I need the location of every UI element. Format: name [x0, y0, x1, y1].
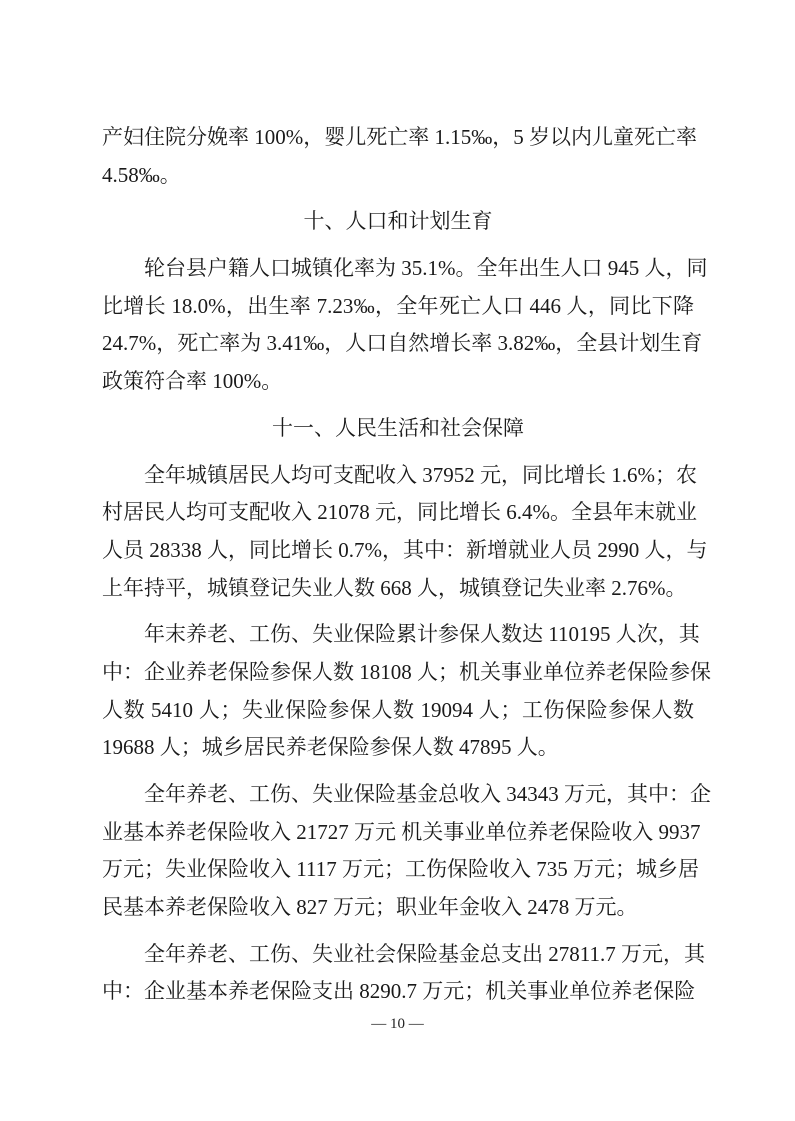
text-line: 比增长 18.0%，出生率 7.23‰，全年死亡人口 446 人，同比下降: [102, 293, 694, 318]
paragraph: [102, 250, 708, 401]
text-line: 中：企业养老保险参保人数 18108 人；机关事业单位养老保险参保: [102, 659, 711, 684]
paragraph: [102, 119, 697, 194]
text-line: 24.7%，死亡率为 3.41‰，人口自然增长率 3.82‰，全县计划生育: [102, 331, 703, 356]
text-line: 产妇住院分娩率 100%，婴儿死亡率 1.15‰，5 岁以内儿童死亡率: [102, 125, 697, 149]
text-line: 19688 人；城乡居民养老保险参保人数 47895 人。: [102, 735, 559, 760]
section-heading: 十一、人民生活和社会保障: [272, 415, 524, 440]
text-line: 政策符合率 100%。: [102, 369, 283, 394]
text-line: 人员 28338 人，同比增长 0.7%，其中：新增就业人员 2990 人，与: [102, 537, 708, 562]
text-line: 4.58‰。: [102, 162, 181, 187]
text-line: 全年养老、工伤、失业保险基金总收入 34343 万元，其中：企: [144, 782, 711, 807]
text-line: 村居民人均可支配收入 21078 元，同比增长 6.4%。全县年末就业: [102, 500, 697, 525]
paragraph: [102, 457, 708, 608]
text-line: 上年持平，城镇登记失业人数 668 人，城镇登记失业率 2.76%。: [102, 575, 687, 600]
text-line: 中：企业基本养老保险支出 8290.7 万元；机关事业单位养老保险: [102, 979, 696, 1004]
paragraph: [102, 936, 705, 1011]
page-number: — 10 —: [371, 1016, 424, 1032]
paragraph: [102, 616, 711, 767]
text-line: 全年养老、工伤、失业社会保险基金总支出 27811.7 万元，其: [144, 941, 705, 966]
text-line: 人数 5410 人；失业保险参保人数 19094 人；工伤保险参保人数: [102, 697, 694, 722]
paragraph: [102, 776, 711, 927]
text-line: 业基本养老保险收入 21727 万元 机关事业单位养老保险收入 9937: [102, 819, 701, 844]
text-line: 万元；失业保险收入 1117 万元；工伤保险收入 735 万元；城乡居: [102, 857, 699, 882]
text-line: 民基本养老保险收入 827 万元；职业年金收入 2478 万元。: [102, 895, 638, 920]
document-body: [102, 119, 711, 1011]
text-line: 全年城镇居民人均可支配收入 37952 元，同比增长 1.6%；农: [144, 462, 697, 487]
text-line: 年末养老、工伤、失业保险累计参保人数达 110195 人次，其: [144, 622, 700, 647]
section-heading: 十、人口和计划生育: [303, 209, 493, 234]
text-line: 轮台县户籍人口城镇化率为 35.1%。全年出生人口 945 人，同: [144, 256, 708, 281]
